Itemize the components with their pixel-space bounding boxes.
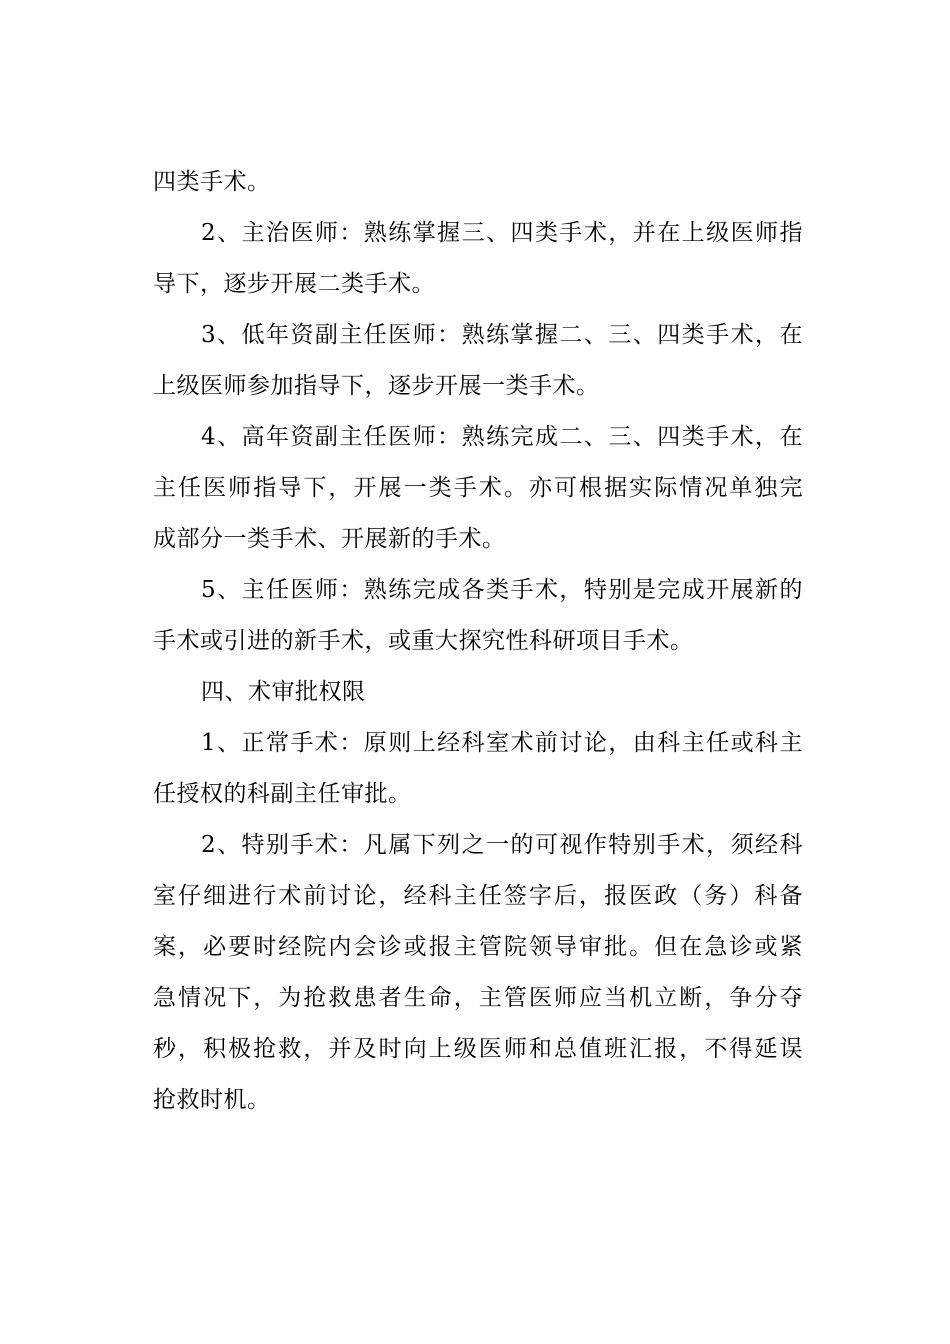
text-line: 手术或引进的新手术，或重大探究性科研项目手术。 — [153, 628, 694, 654]
text-line: 2、主治医师：熟练掌握三、四类手术，并在上级医师指 — [201, 220, 803, 246]
text-line: 2、特别手术：凡属下列之一的可视作特别手术，须经科 — [201, 832, 803, 858]
text-line: 主任医师指导下，开展一类手术。亦可根据实际情况单独完 — [153, 475, 803, 501]
text-line: 上级医师参加指导下，逐步开展一类手术。 — [153, 373, 600, 399]
text-line: 导下，逐步开展二类手术。 — [153, 271, 435, 297]
section-heading: 四、术审批权限 — [201, 679, 366, 705]
text-line: 抢救时机。 — [153, 1087, 271, 1113]
text-line: 秒，积极抢救，并及时向上级医师和总值班汇报，不得延误 — [153, 1036, 803, 1062]
text-line: 室仔细进行术前讨论，经科主任签字后，报医政（务）科备 — [153, 883, 803, 909]
text-line: 3、低年资副主任医师：熟练掌握二、三、四类手术，在 — [201, 322, 803, 348]
text-line: 1、正常手术：原则上经科室术前讨论，由科主任或科主 — [201, 730, 803, 756]
text-line: 急情况下，为抢救患者生命，主管医师应当机立断，争分夺 — [153, 985, 803, 1011]
text-line: 四类手术。 — [153, 169, 271, 195]
text-line: 案，必要时经院内会诊或报主管院领导审批。但在急诊或紧 — [153, 934, 803, 960]
document-body — [153, 157, 803, 1126]
text-line: 任授权的科副主任审批。 — [153, 781, 412, 807]
text-line: 成部分一类手术、开展新的手术。 — [153, 526, 506, 552]
text-line: 5、主任医师：熟练完成各类手术，特别是完成开展新的 — [201, 577, 803, 603]
text-line: 4、高年资副主任医师：熟练完成二、三、四类手术，在 — [201, 424, 803, 450]
